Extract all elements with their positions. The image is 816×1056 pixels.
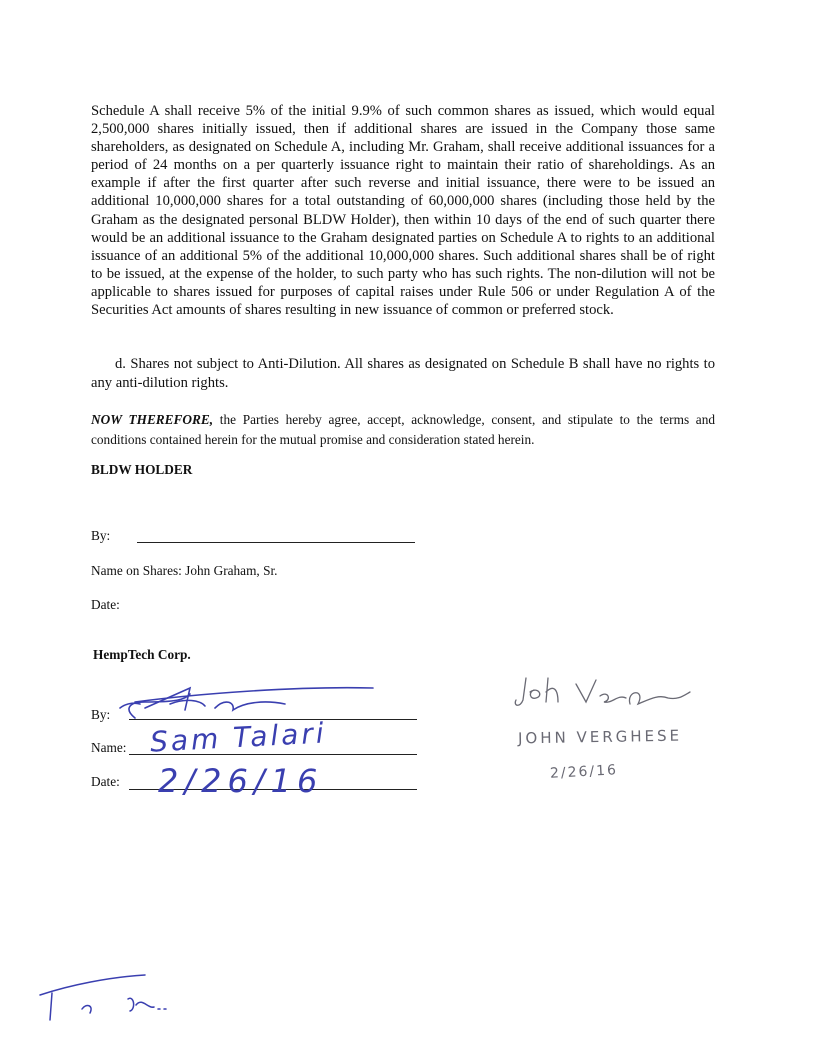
bldw-by-signature-line: [137, 542, 415, 543]
initials-strokes: [40, 975, 166, 1020]
initials-scribble: [30, 965, 190, 1025]
verghese-date: 2/26/16: [549, 762, 619, 782]
talari-signature-scribble: [115, 680, 385, 725]
item-d-paragraph: d. Shares not subject to Anti-Dilution. All shares as designated on Schedule B shall have no rights to any anti-dilution rights.: [91, 356, 715, 391]
bldw-date-label: Date:: [91, 597, 120, 612]
verghese-printed-name: JOHN VERGHESE: [517, 726, 683, 748]
talari-signature-strokes: [120, 688, 373, 718]
hemptech-date-label: Date:: [91, 774, 120, 789]
bldw-by-label: By:: [91, 528, 111, 543]
hemptech-name-label: Name:: [91, 740, 127, 755]
handwritten-date: 2/26/16: [158, 762, 324, 800]
now-therefore-lead: NOW THEREFORE,: [91, 412, 214, 427]
bldw-holder-heading: BLDW HOLDER: [91, 462, 193, 477]
hemptech-by-label: By:: [91, 707, 111, 722]
verghese-signature-strokes: [515, 678, 690, 705]
bldw-name-label: Name on Shares: John Graham, Sr.: [91, 563, 278, 578]
schedule-a-paragraph: Schedule A shall receive 5% of the initial 9.9% of such common shares as issued, which would equal 2,500,000 shares initially issued, then if additional shares are issued in the Company those same shareholders, as designated on Schedule A, including Mr. Graham, shall receive additional issuances for a period of 24 months on a per quarterly issuance right to maintain their ratio of shareholdings. As an example if after the first quarter after such reverse and initial issuance, there were to be issued an additional 10,000,000 shares for a total outstanding of 60,000,000 shares (including those held by the Graham as the designated personal BLDW Holder), then within 10 days of the end of such quarter there would be an additional issuance to the Graham designated parties on Schedule A to rights to an additional issuance of an additional 5% of the additional 10,000,000 shares. Such additional shares shall be of right to be issued, at the expense of the holder, to such party who has such rights. The non-dilution will not be applicable to shares issued for purposes of capital raises under Rule 506 or under Regulation A of the Securities Act amounts of shares resulting in new issuance of common or preferred stock.: [91, 103, 715, 319]
hemptech-heading: HempTech Corp.: [93, 647, 191, 662]
verghese-signature-scribble: [508, 670, 698, 715]
now-therefore-text: the Parties hereby agree, accept, acknowledge, consent, and stipulate to the terms and conditions contained herein for the mutual promise and consideration stated herein.: [91, 412, 716, 447]
handwritten-name: Sam Talari: [149, 716, 328, 759]
now-therefore-paragraph: [91, 410, 715, 450]
